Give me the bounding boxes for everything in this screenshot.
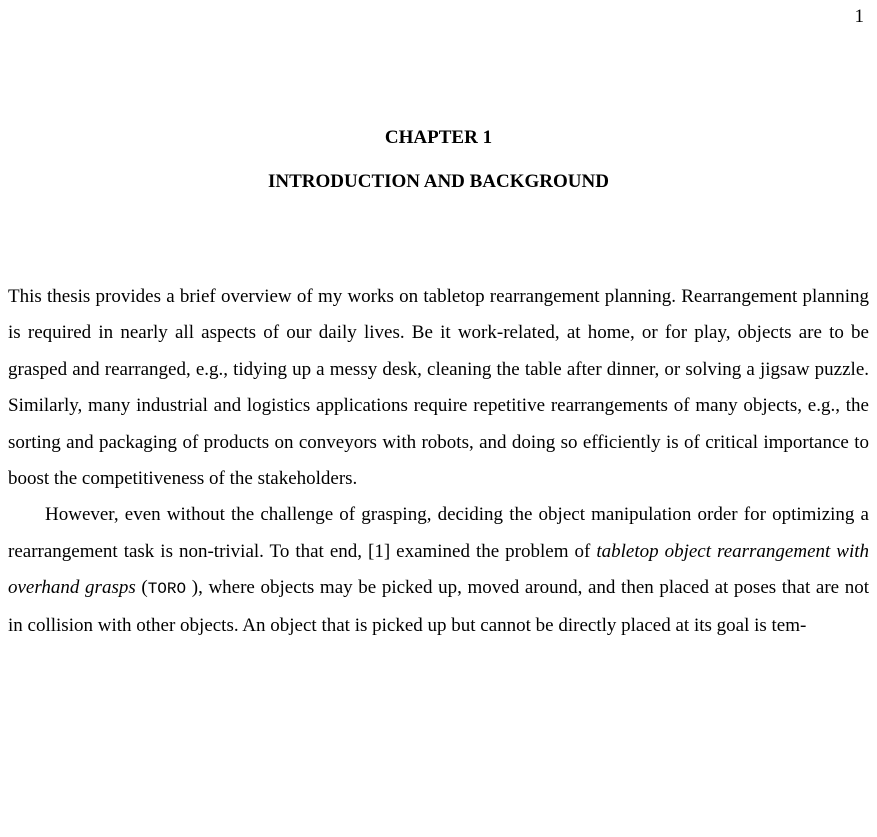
acronym-toro: TORO bbox=[147, 580, 187, 599]
paragraph-2-text-c: ), where objects may be picked up, moved around, and then placed at poses that are not in collision with other objects. An object that is picked up but cannot be directly placed at its goal is tem- bbox=[8, 577, 869, 636]
paragraph-2 bbox=[8, 497, 869, 644]
problem-name-emphasis: tabletop object rearrangement with overhand grasps bbox=[8, 540, 870, 599]
chapter-title: INTRODUCTION AND BACKGROUND bbox=[268, 171, 609, 192]
paragraph-1: This thesis provides a brief overview of my works on tabletop rearrangement planning. Rearrangement planning is required in nearly all aspects of our daily lives. Be it work-related, at home, or for play, objects are to be grasped and rearranged, e.g., tidying up a messy desk, cleaning the table after dinner, or solving a jigsaw puzzle. Similarly, many industrial and logistics applications require repetitive rearrangements of many objects, e.g., the sorting and packaging of products on conveyors with robots, and doing so efficiently is of critical importance to boost the competitiveness of the stakeholders. bbox=[8, 286, 869, 490]
page-number: 1 bbox=[854, 6, 864, 27]
chapter-label: CHAPTER 1 bbox=[384, 127, 493, 148]
body-text bbox=[8, 279, 869, 644]
paragraph-2-text-a: However, even without the challenge of grasping, deciding the object manipulation order for optimizing a rearrangement task is non-trivial. To that end, [1] examined the problem of bbox=[8, 504, 869, 562]
paragraph-2-text-b: ( bbox=[135, 577, 148, 599]
